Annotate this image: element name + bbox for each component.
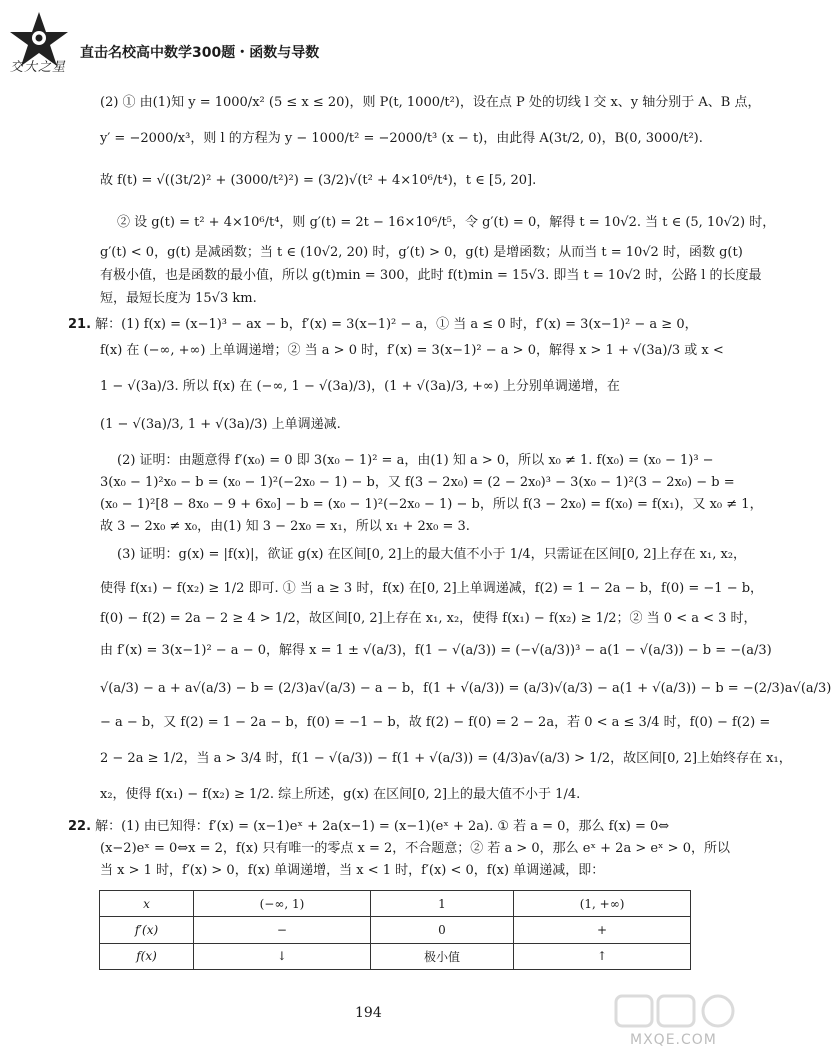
- text-line: (x₀ − 1)²[8 − 8x₀ − 9 + 6x₀] − b = (x₀ − 1)²(−2x₀ − 1) − b，所以 f(3 − 2x₀) = f(x₀) = f(x₁)，又 x₀ ≠ 1，: [100, 497, 763, 512]
- problem-number: 22.: [68, 819, 92, 834]
- text-line: 1 − √(3a)/3. 所以 f(x) 在 (−∞, 1 − √(3a)/3)，(1 + √(3a)/3, +∞) 上分别单调递增，在: [100, 379, 620, 394]
- table-cell: f′(x): [100, 917, 194, 943]
- text-line: y′ = −2000/x³，则 l 的方程为 y − 1000/t² = −2000/t³ (x − t)，由此得 A(3t/2, 0)，B(0, 3000/t²).: [100, 131, 703, 146]
- page-title: 直击名校高中数学300题・函数与导数: [80, 45, 320, 61]
- table-row: [100, 917, 691, 943]
- table-cell: +: [514, 917, 691, 943]
- text-line: 短，最短长度为 15√3 km.: [100, 291, 257, 306]
- text-line: 有极小值，也是函数的最小值，所以 g(t)min = 300，此时 f(t)min = 15√3. 即当 t = 10√2 时，公路 l 的长度最: [100, 268, 762, 283]
- table-cell: 1: [370, 891, 513, 917]
- table-cell: f(x): [100, 943, 194, 969]
- text-line: (2) 证明：由题意得 f′(x₀) = 0 即 3(x₀ − 1)² = a，由(1) 知 a > 0，所以 x₀ ≠ 1. f(x₀) = (x₀ − 1)³ −: [117, 453, 714, 468]
- table-cell: (−∞, 1): [194, 891, 371, 917]
- text-line: 由 f′(x) = 3(x−1)² − a − 0，解得 x = 1 ± √(a/3)，f(1 − √(a/3)) = (−√(a/3))³ − a(1 − √(a/3)) − b = −(a/3): [100, 643, 772, 658]
- text-line: 故 f(t) = √((3t/2)² + (3000/t²)²) = (3/2)√(t² + 4×10⁶/t⁴)，t ∈ [5, 20].: [100, 173, 537, 188]
- table-cell: (1, +∞): [514, 891, 691, 917]
- table-cell: 0: [370, 917, 513, 943]
- problem-21-line: 21. 解：(1) f(x) = (x−1)³ − ax − b，f′(x) = 3(x−1)² − a，① 当 a ≤ 0 时，f′(x) = 3(x−1)² − a ≥ 0，: [68, 317, 698, 332]
- monotonicity-table: [99, 890, 691, 970]
- text-line: x₂，使得 f(x₁) − f(x₂) ≥ 1/2. 综上所述，g(x) 在区间[0, 2]上的最大值不小于 1/4.: [100, 787, 581, 802]
- text-line: 故 3 − 2x₀ ≠ x₀，由(1) 知 3 − 2x₀ = x₁，所以 x₁ + 2x₀ = 3.: [100, 519, 470, 534]
- text-line: 当 x > 1 时，f′(x) > 0，f(x) 单调递增，当 x < 1 时，f′(x) < 0，f(x) 单调递减，即：: [100, 863, 605, 878]
- table-cell: ↑: [514, 943, 691, 969]
- text-line: (x−2)eˣ = 0⇔x = 2，f(x) 只有唯一的零点 x = 2，不合题意；② 若 a > 0，那么 eˣ + 2a > eˣ > 0，所以: [100, 841, 730, 856]
- table-cell: x: [100, 891, 194, 917]
- text-line: 3(x₀ − 1)²x₀ − b = (x₀ − 1)²(−2x₀ − 1) − b，又 f(3 − 2x₀) = (2 − 2x₀)³ − 3(x₀ − 1)²(3 − 2x₀) − b =: [100, 475, 735, 490]
- text-line: f(x) 在 (−∞, +∞) 上单调递增；② 当 a > 0 时，f′(x) = 3(x−1)² − a > 0，解得 x > 1 + √(3a)/3 或 x <: [100, 343, 724, 358]
- text-line: f(0) − f(2) = 2a − 2 ≥ 4 > 1/2，故区间[0, 2]上存在 x₁, x₂，使得 f(x₁) − f(x₂) ≥ 1/2；② 当 0 < a < 3 时，: [100, 611, 757, 626]
- table-cell: ↓: [194, 943, 371, 969]
- table-cell: 极小值: [370, 943, 513, 969]
- text-line: ② 设 g(t) = t² + 4×10⁶/t⁴，则 g′(t) = 2t − 16×10⁶/t⁵，令 g′(t) = 0，解得 t = 10√2. 当 t ∈ (5, 10√2) 时，: [117, 215, 776, 230]
- problem-number: 21.: [68, 317, 92, 332]
- table-cell: −: [194, 917, 371, 943]
- table-row: [100, 943, 691, 969]
- problem-22-line: 22. 解：(1) 由已知得：f′(x) = (x−1)eˣ + 2a(x−1) = (x−1)(eˣ + 2a). ① 若 a = 0，那么 f(x) = 0⇔: [68, 819, 670, 834]
- text-line: 使得 f(x₁) − f(x₂) ≥ 1/2 即可. ① 当 a ≥ 3 时，f(x) 在[0, 2]上单调递减，f(2) = 1 − 2a − b，f(0) = −1 − b，: [100, 581, 764, 596]
- text-line: (2) ① 由(1)知 y = 1000/x² (5 ≤ x ≤ 20)，则 P(t, 1000/t²)，设在点 P 处的切线 l 交 x、y 轴分别于 A、B 点，: [100, 95, 761, 110]
- page-header: [0, 0, 750, 82]
- text-line: (3) 证明：g(x) = |f(x)|，欲证 g(x) 在区间[0, 2]上的最大值不小于 1/4，只需证在区间[0, 2]上存在 x₁, x₂，: [117, 547, 747, 562]
- text-line: (1 − √(3a)/3, 1 + √(3a)/3) 上单调递减.: [100, 417, 341, 432]
- text-line: 2 − 2a ≥ 1/2，当 a > 3/4 时，f(1 − √(a/3)) − f(1 + √(a/3)) = (4/3)a√(a/3) > 1/2，故区间[0, 2]上始终存在 x₁，: [100, 751, 792, 766]
- logo-text: 交大之星: [10, 60, 67, 75]
- text-line: − a − b，又 f(2) = 1 − 2a − b，f(0) = −1 − b，故 f(2) − f(0) = 2 − 2a，若 0 < a ≤ 3/4 时，f(0) − f(2) =: [100, 715, 771, 730]
- text-line: √(a/3) − a + a√(a/3) − b = (2/3)a√(a/3) − a − b，f(1 + √(a/3)) = (a/3)√(a/3) − a(1 + √(a/3)) − b = −(2/3)a√(a/3): [100, 681, 831, 696]
- page-number: 194: [355, 1005, 382, 1021]
- text-line: g′(t) < 0，g(t) 是减函数；当 t ∈ (10√2, 20) 时，g′(t) > 0，g(t) 是增函数；从而当 t = 10√2 时，函数 g(t): [100, 245, 743, 260]
- table-row: [100, 891, 691, 917]
- watermark-text: MXQE.COM: [630, 1032, 717, 1048]
